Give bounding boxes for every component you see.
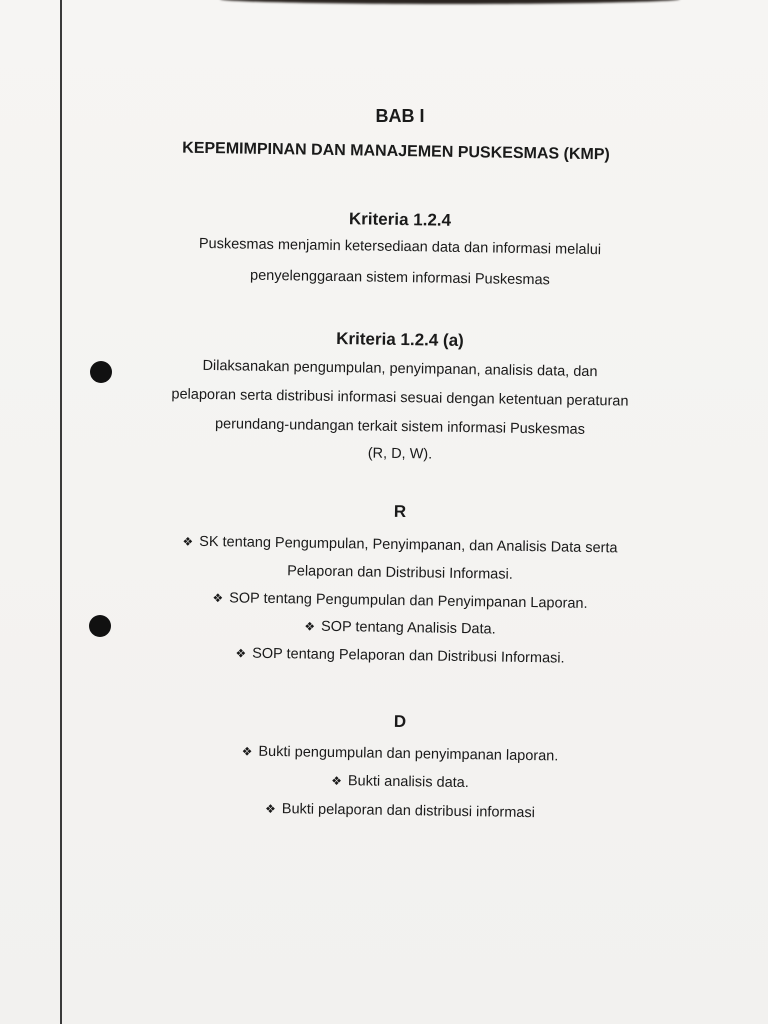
criteria-line-1: Puskesmas menjamin ketersediaan data dan informasi melalui [198,235,602,259]
section-r-item-2 [80,588,720,614]
section-r-item-3-text: SOP tentang Analisis Data. [320,618,496,638]
section-r-item-1-text: SK tentang Pengumpulan, Penyimpanan, dan Analisis Data serta [199,533,618,557]
criteria-a-line-2: pelaporan serta distribusi informasi sesuai dengan ketentuan peraturan [171,386,629,410]
bullet-icon: ❖ [304,619,316,634]
section-r-item-2-text: SOP tentang Pengumpulan dan Penyimpanan Laporan. [229,590,588,612]
section-r-item-1 [80,532,720,558]
criteria-a-line-3: perundang-undangan terkait sistem informasi Puskesmas [214,416,586,438]
criteria-a-line-4: (R, D, W). [367,445,433,463]
bullet-icon: ❖ [182,534,194,549]
criteria-heading: Kriteria 1.2.4 [348,209,452,230]
page-left-edge [60,0,62,1024]
bullet-icon: ❖ [264,801,276,817]
section-r-item-1-continued: Pelaporan dan Distribusi Informasi. [287,563,513,583]
section-r-item-4 [80,643,720,669]
page-top-shadow [220,0,680,4]
section-d-item-2 [80,769,720,795]
chapter-title: KEPEMIMPINAN DAN MANAJEMEN PUSKESMAS (KMP) [182,139,610,164]
section-d-item-1 [80,741,720,767]
bullet-icon: ❖ [235,646,247,661]
section-d-item-1-text: Bukti pengumpulan dan penyimpanan laporan. [258,743,559,765]
section-r-item-3 [80,615,720,641]
criteria-a-heading: Kriteria 1.2.4 (a) [336,328,464,351]
section-r-heading: R [393,501,407,522]
bullet-icon: ❖ [331,773,343,789]
criteria-a-line-1: Dilaksanakan pengumpulan, penyimpanan, analisis data, dan [202,357,598,381]
section-d-item-3 [80,798,720,824]
criteria-line-2: penyelenggaraan sistem informasi Puskesmas [249,267,551,289]
section-d-item-3-text: Bukti pelaporan dan distribusi informasi [281,801,536,822]
bullet-icon: ❖ [212,591,224,606]
section-d-item-2-text: Bukti analisis data. [347,773,469,792]
bullet-icon: ❖ [241,744,253,759]
section-r-item-4-text: SOP tentang Pelaporan dan Distribusi Informasi. [252,645,565,667]
section-d-heading: D [393,711,407,732]
chapter-label: BAB I [375,106,425,126]
